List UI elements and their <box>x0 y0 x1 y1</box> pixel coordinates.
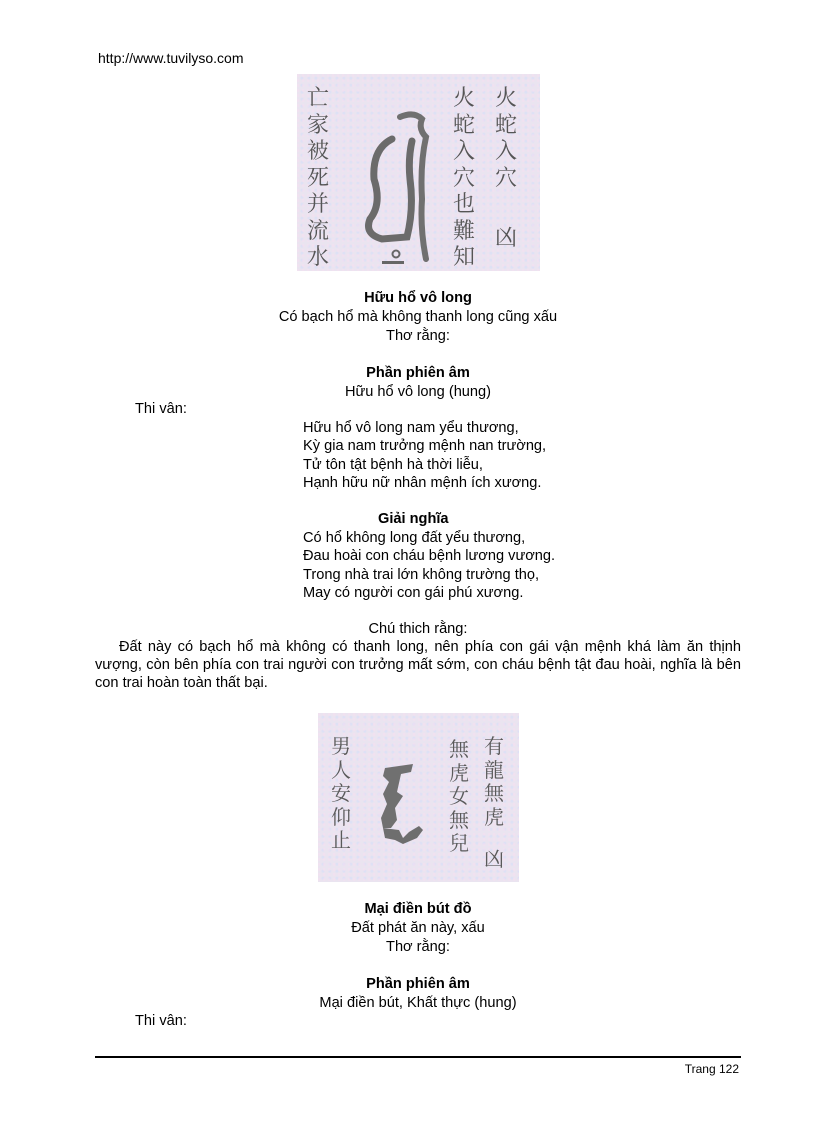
section1-giai-nghia-title: Giải nghĩa <box>378 511 449 527</box>
section1-poem-line-1: Hữu hổ vô long nam yểu thương, <box>303 420 519 436</box>
figure1-column-left: 亡家被死并流水 <box>306 86 329 270</box>
figure1-mark: 凶 <box>494 226 517 251</box>
figure2-brush-glyph-icon <box>373 758 433 848</box>
section1-subtitle: Có bạch hổ mà không thanh long cũng xấu <box>278 309 558 325</box>
section1-giai-nghia-line-1: Có hổ không long đất yểu thương, <box>303 530 526 546</box>
figure-huu-ho-vo-long <box>297 74 540 271</box>
figure2-column-middle: 無虎女無兒 <box>449 737 469 855</box>
section2-phien-am-line: Mại điền bút, Khất thực (hung) <box>319 995 517 1011</box>
section2-subtitle: Đất phát ăn này, xấu <box>351 920 485 936</box>
section1-chu-thich-paragraph <box>95 638 741 692</box>
page-number: Trang 122 <box>684 1062 739 1076</box>
section2-phien-am-title: Phần phiên âm <box>366 976 470 992</box>
figure2-column-right: 有龍無虎 <box>484 734 504 829</box>
section1-phien-am-line: Hữu hổ vô long (hung) <box>344 384 492 400</box>
section1-tho-rang: Thơ rằng: <box>386 328 450 344</box>
header-url: http://www.tuvilyso.com <box>98 50 244 66</box>
section1-giai-nghia-line-3: Trong nhà trai lớn không trường thọ, <box>303 567 540 583</box>
figure2-mark: 凶 <box>484 847 504 871</box>
section1-title: Hữu hổ vô long <box>364 290 472 306</box>
section1-giai-nghia-line-2: Đau hoài con cháu bệnh lương vương. <box>303 548 556 564</box>
figure1-dragon-glyph-icon <box>352 109 442 264</box>
figure-mai-dien-but-do <box>318 713 519 882</box>
figure1-column-middle: 火蛇入穴也難知 <box>452 86 475 270</box>
section1-chu-thich-text: Đất này có bạch hổ mà không có thanh long, nên phía con gái vận mệnh khá làm ăn thịnh vượng, còn bên phía con trai người con trưởng mất sớm, con cháu bệnh tật đau hoài, nghĩa là bên con trai hoàn toàn thất bại. <box>95 639 741 691</box>
section1-poem-line-3: Tử tôn tật bệnh hà thời liễu, <box>303 457 483 473</box>
section2-tho-rang: Thơ rằng: <box>386 939 450 955</box>
section1-poem-line-4: Hạnh hữu nữ nhân mệnh ích xương. <box>303 475 542 491</box>
section1-phien-am-title: Phần phiên âm <box>366 365 470 381</box>
section2-thi-van: Thi vân: <box>135 1013 187 1029</box>
section1-poem-line-2: Kỳ gia nam trưởng mệnh nan trường, <box>303 438 547 454</box>
section1-thi-van: Thi vân: <box>135 401 187 417</box>
figure2-column-left: 男人安仰止 <box>331 734 351 852</box>
figure1-column-right: 火蛇入穴 <box>494 86 517 191</box>
section1-chu-thich-title: Chú thich rằng: <box>368 621 468 637</box>
footer-divider <box>95 1056 741 1058</box>
section2-title: Mại điền bút đồ <box>364 901 472 917</box>
section1-giai-nghia-line-4: May có người con gái phú xương. <box>303 585 524 601</box>
